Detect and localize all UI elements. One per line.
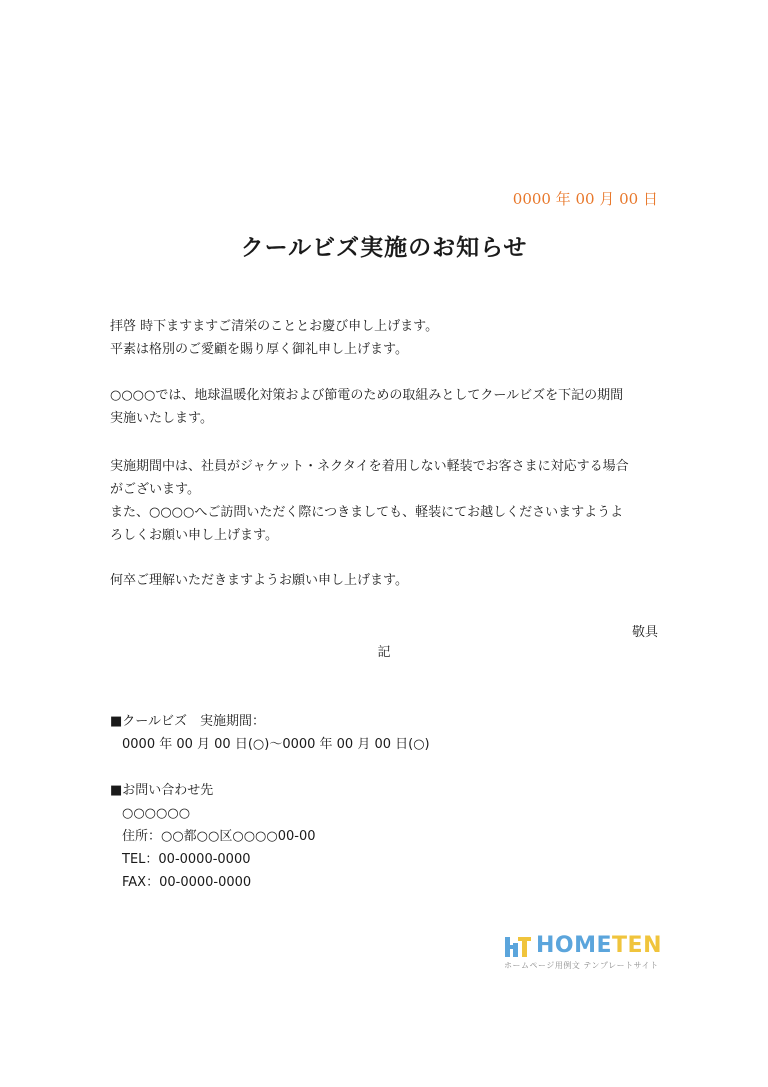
period-value: 0000 年 00 月 00 日(○)～0000 年 00 月 00 日(○) bbox=[122, 737, 430, 752]
house-logo-icon bbox=[504, 935, 532, 959]
greeting-line-2: 平素は格別のご愛顧を賜り厚く御礼申し上げます。 bbox=[110, 342, 408, 357]
paragraph-4: 何卒ご理解いただきますようお願い申し上げます。 bbox=[110, 573, 408, 588]
greeting-line-1: 拝啓 時下ますますご清栄のこととお慶び申し上げます。 bbox=[110, 319, 439, 334]
contact-tel: TEL：00-0000-0000 bbox=[122, 852, 251, 867]
ki-heading: 記 bbox=[377, 645, 391, 660]
closing-keigu: 敬具 bbox=[631, 625, 658, 640]
document-title: クールビズ実施のお知らせ bbox=[240, 234, 528, 261]
paragraph-2-line-1: ○○○○では、地球温暖化対策および節電のための取組みとしてクールビズを下記の期間 bbox=[110, 388, 624, 403]
document-date: 0000 年 00 月 00 日 bbox=[512, 190, 658, 208]
logo-ten-text: TEN bbox=[612, 933, 662, 958]
logo-wordmark bbox=[536, 933, 662, 958]
paragraph-3-line-2: がございます。 bbox=[110, 482, 200, 497]
paragraph-3-line-1: 実施期間中は、社員がジャケット・ネクタイを着用しない軽装でお客さまに対応する場合 bbox=[110, 459, 629, 474]
paragraph-3-line-3: また、○○○○へご訪問いただく際につきましても、軽装にてお越しくださいますようよ bbox=[110, 505, 624, 520]
paragraph-2-line-2: 実施いたします。 bbox=[110, 411, 213, 426]
paragraph-3-line-4: ろしくお願い申し上げます。 bbox=[110, 528, 278, 543]
hometen-logo bbox=[504, 933, 662, 973]
period-heading: ■クールビズ 実施期間： bbox=[110, 714, 266, 729]
contact-address: 住所：○○都○○区○○○○00-00 bbox=[122, 829, 316, 844]
contact-name: ○○○○○○ bbox=[122, 806, 191, 821]
logo-subtitle: ホームページ用例文 テンプレートサイト bbox=[504, 961, 659, 970]
logo-home-text: HOME bbox=[536, 933, 613, 958]
contact-fax: FAX：00-0000-0000 bbox=[122, 875, 252, 890]
contact-heading: ■お問い合わせ先 bbox=[110, 783, 214, 798]
